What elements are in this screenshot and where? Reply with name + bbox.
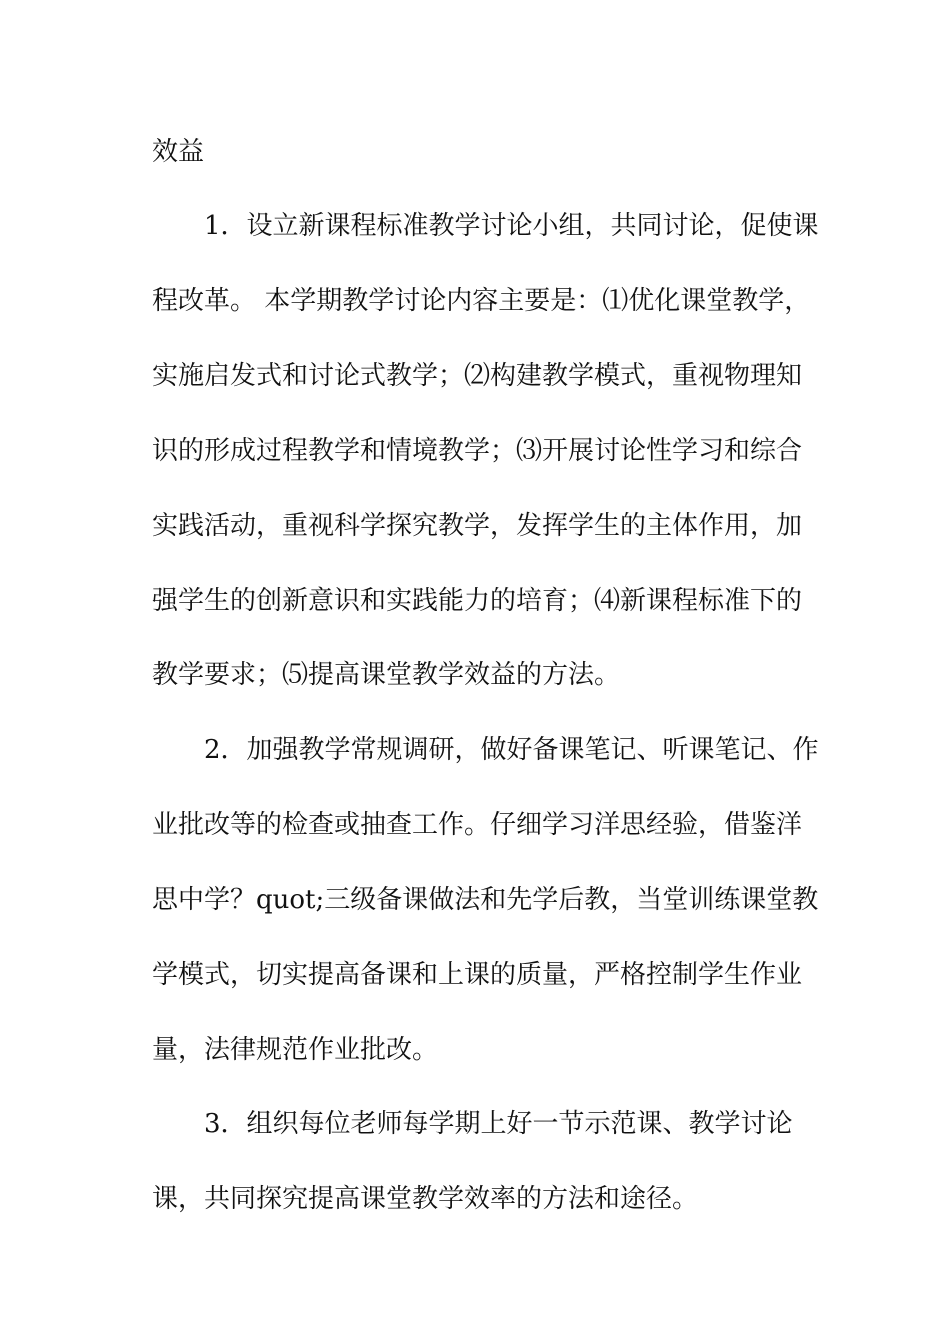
paragraph-1-line-5: 实践活动，重视科学探究教学，发挥学生的主体作用，加 <box>152 511 803 541</box>
paragraph-1-line-2: 程改革。 本学期教学讨论内容主要是：⑴优化课堂教学， <box>152 286 811 316</box>
paragraph-1-line-1: 1．设立新课程标准教学讨论小组，共同讨论，促使课 <box>204 211 819 241</box>
paragraph-1-line-6: 强学生的创新意识和实践能力的培育；⑷新课程标准下的 <box>152 586 803 616</box>
paragraph-3-line-1: 3．组织每位老师每学期上好一节示范课、教学讨论 <box>204 1109 793 1139</box>
paragraph-2-line-1: 2．加强教学常规调研，做好备课笔记、听课笔记、作 <box>204 735 819 765</box>
paragraph-2-line-2: 业批改等的检查或抽查工作。仔细学习洋思经验，借鉴洋 <box>152 810 803 840</box>
paragraph-1-line-3: 实施启发式和讨论式教学；⑵构建教学模式，重视物理知 <box>152 361 803 391</box>
paragraph-2-line-3: 思中学？quot;三级备课做法和先学后教，当堂训练课堂教 <box>152 885 819 915</box>
paragraph-3-line-2: 课，共同探究提高课堂教学效率的方法和途径。 <box>152 1184 699 1214</box>
paragraph-1-line-4: 识的形成过程教学和情境教学；⑶开展讨论性学习和综合 <box>152 436 803 466</box>
paragraph-1-line-7: 教学要求；⑸提高课堂教学效益的方法。 <box>152 660 621 690</box>
paragraph-2-line-4: 学模式，切实提高备课和上课的质量，严格控制学生作业 <box>152 960 803 990</box>
text-line-continuation: 效益 <box>152 137 205 167</box>
paragraph-2-line-5: 量，法律规范作业批改。 <box>152 1035 439 1065</box>
